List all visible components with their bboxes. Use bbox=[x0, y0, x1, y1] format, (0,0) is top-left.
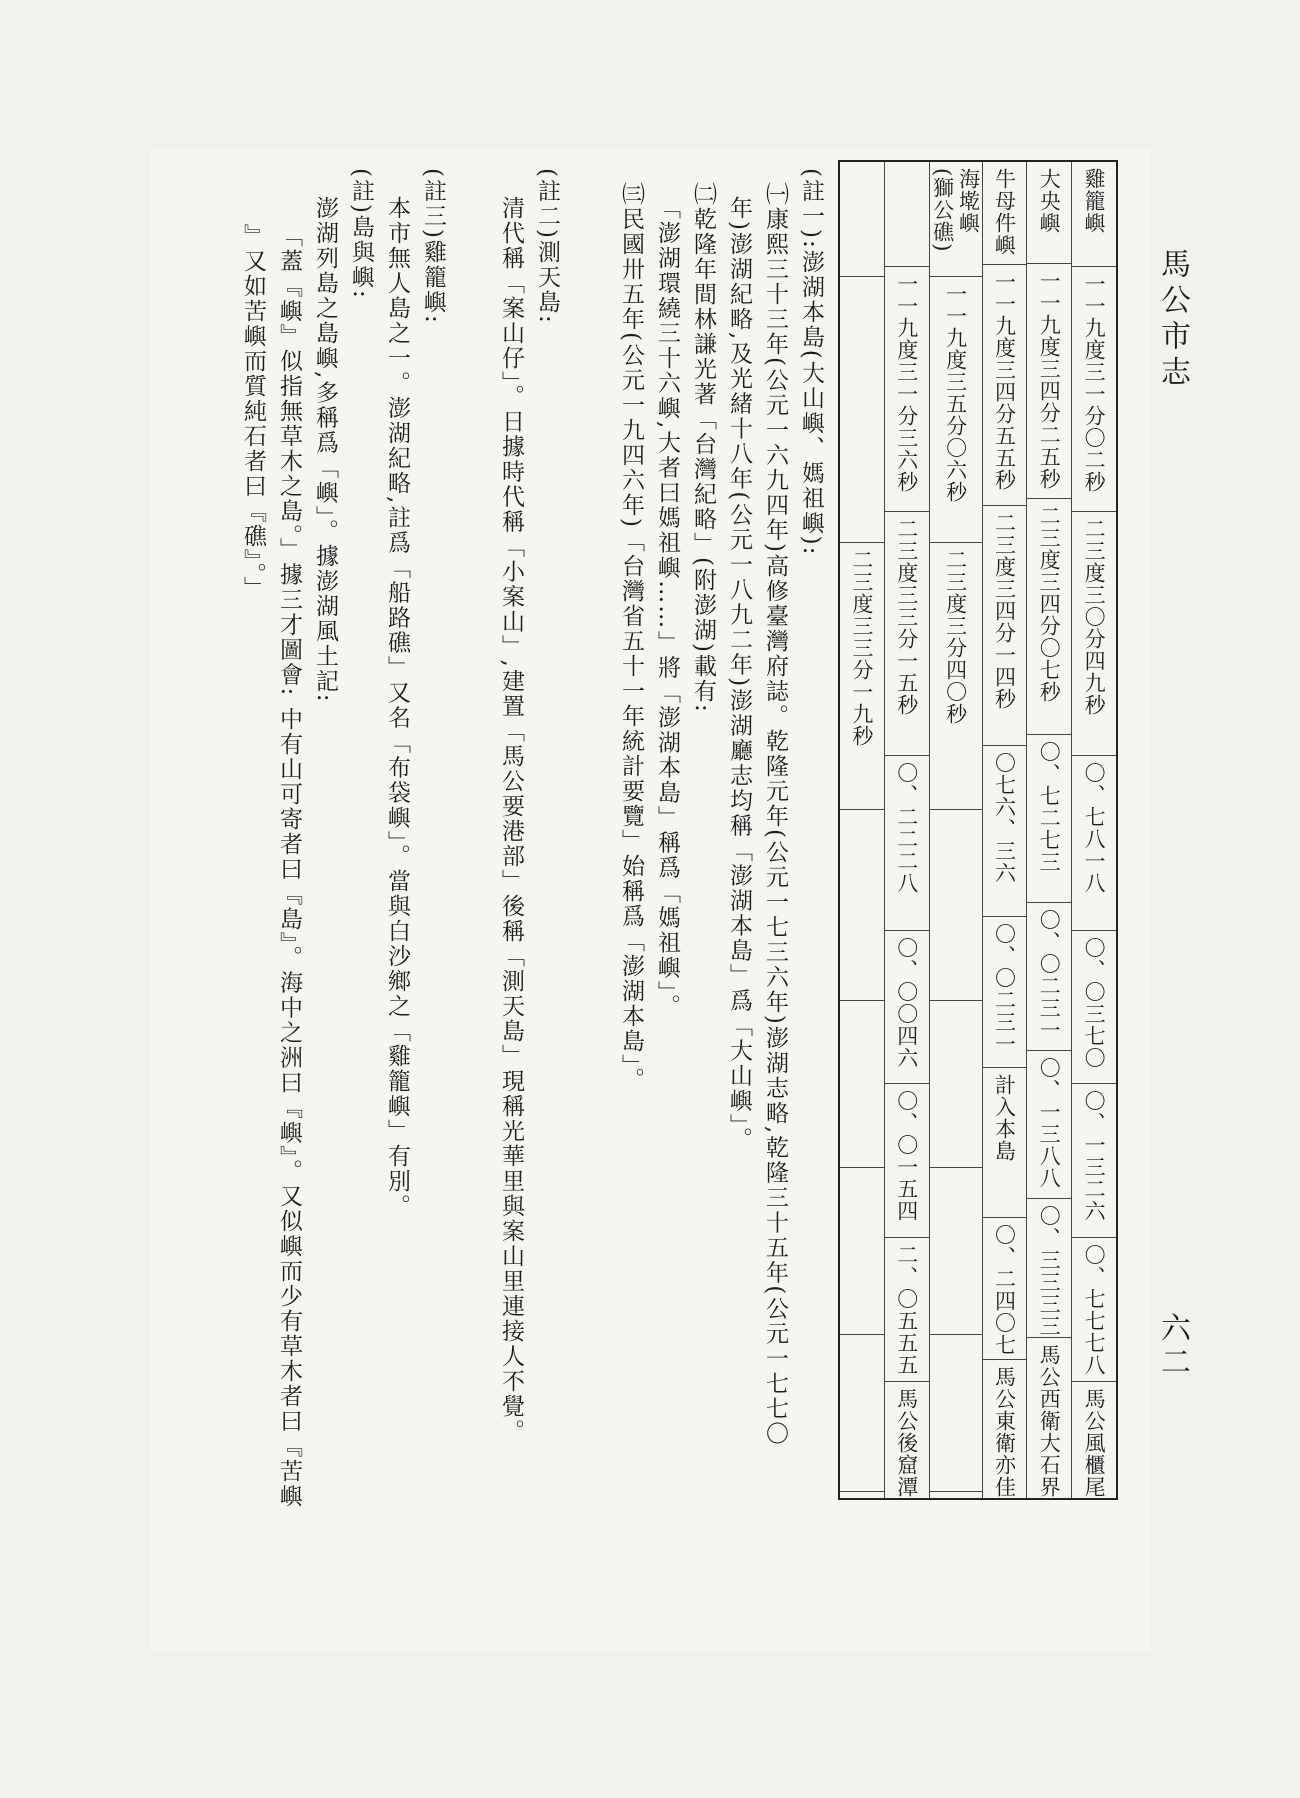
note-paragraph: 「蓋『嶼』似指無草木之島。」據三才圖會: 中有山可寄者曰『島』。海中之洲曰『嶼』。又似嶼而少有草木者曰『苦嶼 bbox=[276, 224, 302, 1509]
value-cell: 計入本島 bbox=[992, 1073, 1017, 1162]
table-row bbox=[840, 162, 884, 1498]
value-cell: 〇、一三八八 bbox=[1037, 1057, 1062, 1190]
note-paragraph: 年)澎湖紀略,及光緒十八年(公元一八九二年)澎湖廳志均稱「澎湖本島」爲「大山嶼」。 bbox=[726, 196, 752, 1152]
island-name: 牛母件嶼 bbox=[992, 168, 1017, 256]
latitude: 二三度三三分一九秒 bbox=[849, 549, 874, 748]
table-row bbox=[1026, 162, 1071, 1498]
value-cell: 〇、三三三三 bbox=[1037, 1204, 1062, 1337]
location-cell: 馬公風櫃尾 bbox=[1082, 1387, 1107, 1498]
note-paragraph: ㈡乾隆年間林謙光著「台灣紀略」(附澎湖)載有: bbox=[690, 182, 716, 714]
note-paragraph: ㈠康熙三十三年(公元一六九四年)高修臺灣府誌。乾隆元年(公元一七三六年)澎湖志略,乾隆三十五年(公元一七七〇 bbox=[762, 182, 788, 1447]
value-cell: 〇、一三二六 bbox=[1082, 1090, 1107, 1223]
value-cell: 〇、〇二三一 bbox=[992, 923, 1017, 1056]
note-heading: (註二)測天島: bbox=[534, 168, 560, 325]
note-paragraph: ㈢民國卅五年(公元一九四六年)「台灣省五十一年統計要覽」始稱爲「澎湖本島」。 bbox=[618, 182, 644, 1093]
table-row bbox=[982, 162, 1027, 1498]
note-paragraph: 本市無人島之一。澎湖紀略,註爲「船路礁」又名「布袋嶼」。當與白沙鄉之「雞籠嶼」有別。 bbox=[384, 196, 410, 1219]
value-cell: 〇、二四〇七 bbox=[992, 1224, 1017, 1357]
value-cell: 〇、二二二八 bbox=[894, 762, 919, 895]
note-paragraph: 』又如苦嶼而質純石者曰『礁』。」 bbox=[240, 224, 266, 601]
note-paragraph: 清代稱「案山仔」。日據時代稱「小案山」,建置「馬公要港部」後稱「測天島」現稱光華里與案山里連接人不覺。 bbox=[498, 196, 524, 1444]
value-cell: 〇、七二七三 bbox=[1037, 740, 1062, 873]
value-cell: 〇、〇三七〇 bbox=[1082, 937, 1107, 1070]
location-cell: 馬公東衛亦佳 bbox=[992, 1366, 1017, 1498]
longitude: 一一九度三四分二五秒 bbox=[1037, 269, 1062, 490]
note-paragraph: 澎湖列島之島嶼,多稱爲「嶼」。據澎湖風土記: bbox=[312, 196, 338, 704]
location-cell: 馬公後窟潭 bbox=[894, 1387, 919, 1498]
table-row bbox=[1071, 162, 1116, 1498]
latitude: 二三度三分四〇秒 bbox=[943, 549, 968, 726]
latitude: 二三度三三分一五秒 bbox=[894, 517, 919, 716]
value-cell: 〇、〇一五四 bbox=[894, 1090, 919, 1223]
note-heading: (註)島與嶼: bbox=[348, 168, 374, 300]
location-cell: 馬公西衛大石界 bbox=[1037, 1344, 1062, 1498]
island-coordinate-table bbox=[838, 160, 1118, 1500]
page-title: 馬公市志 bbox=[1155, 248, 1190, 392]
longitude: 一一九度三五分〇六秒 bbox=[943, 282, 968, 503]
island-name: 雞籠嶼 bbox=[1082, 168, 1107, 234]
value-cell: 〇、〇〇四六 bbox=[894, 937, 919, 1070]
note-heading: (註一):澎湖本島(大山嶼、媽祖嶼): bbox=[798, 168, 824, 557]
note-paragraph: 「澎湖環繞三十六嶼,大者曰媽祖嶼……」將「澎湖本島」稱爲「媽祖嶼」。 bbox=[654, 196, 680, 1019]
value-cell: 〇、〇二三一 bbox=[1037, 909, 1062, 1042]
island-name: 大央嶼 bbox=[1037, 168, 1062, 234]
latitude: 二三度三四分一四秒 bbox=[992, 511, 1017, 710]
longitude: 一一九度三四分五五秒 bbox=[992, 271, 1017, 492]
value-cell: 〇、七八一八 bbox=[1082, 762, 1107, 895]
page-number: 六二 bbox=[1155, 1312, 1190, 1380]
island-name: 海墘嶼 (獅公礁) bbox=[930, 168, 981, 253]
value-cell: 二、〇五五五 bbox=[894, 1243, 919, 1376]
value-cell: 〇七六、三六 bbox=[992, 751, 1017, 884]
longitude: 一一九度三一分三六秒 bbox=[894, 273, 919, 494]
note-heading: (註三)雞籠嶼: bbox=[420, 168, 446, 325]
latitude: 二三度三四分〇七秒 bbox=[1037, 505, 1062, 704]
table-row bbox=[884, 162, 929, 1498]
latitude: 二三度三〇分四九秒 bbox=[1082, 517, 1107, 716]
longitude: 一一九度三一分〇二秒 bbox=[1082, 273, 1107, 494]
table-row bbox=[929, 162, 982, 1498]
value-cell: 〇、七七七八 bbox=[1082, 1243, 1107, 1376]
